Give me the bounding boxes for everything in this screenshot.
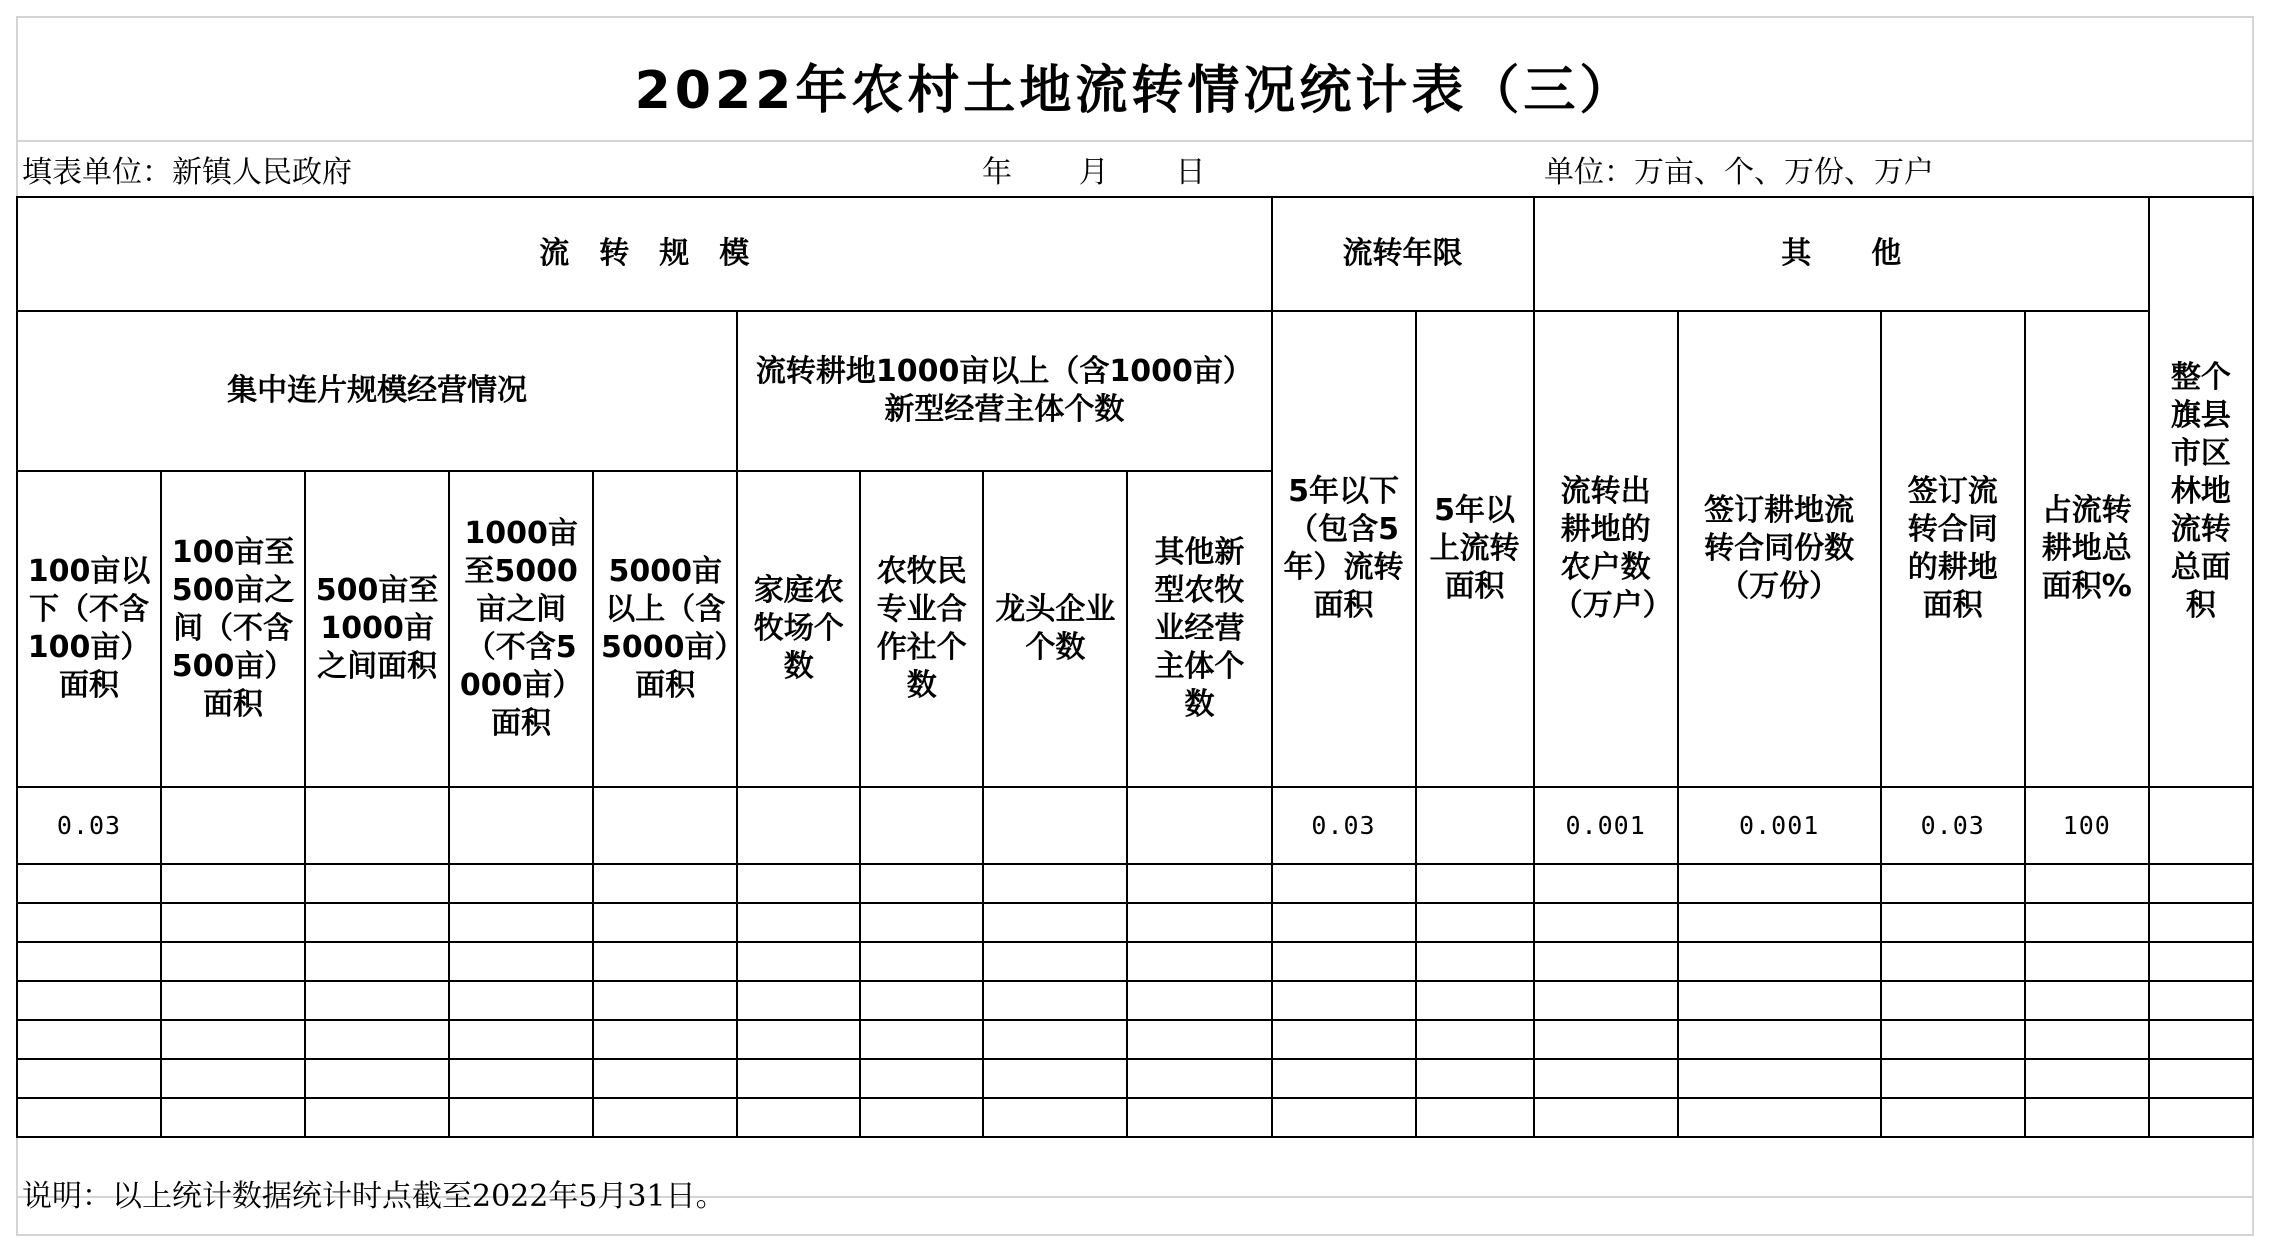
table-cell[interactable] [1678,1059,1881,1098]
table-cell[interactable] [161,787,305,864]
table-cell[interactable] [860,981,983,1020]
table-cell[interactable] [449,981,593,1020]
header-col-7[interactable]: 农牧民专业合作社个数 [860,471,983,787]
table-cell[interactable] [449,1098,593,1137]
table-cell[interactable] [17,864,161,903]
table-cell[interactable] [1272,864,1416,903]
header-col-8[interactable]: 龙头企业个数 [983,471,1127,787]
table-cell[interactable] [860,1098,983,1137]
header-col-11[interactable]: 5年以上流转面积 [1416,311,1534,787]
table-cell[interactable] [1127,787,1271,864]
table-cell[interactable] [449,787,593,864]
table-cell[interactable] [860,864,983,903]
table-cell[interactable]: 0.03 [1272,787,1416,864]
table-cell[interactable] [593,981,737,1020]
header-col-15[interactable]: 占流转耕地总面积% [2025,311,2149,787]
table-cell[interactable] [2025,903,2149,942]
table-cell[interactable] [983,1059,1127,1098]
table-cell[interactable]: 0.001 [1678,787,1881,864]
table-cell[interactable] [17,903,161,942]
header-scale[interactable]: 流转规模 [17,197,1272,311]
table-cell[interactable] [305,864,449,903]
table-cell[interactable] [1534,1098,1678,1137]
header-col-1[interactable]: 100亩以下（不含100亩）面积 [17,471,161,787]
table-cell[interactable] [1127,1059,1271,1098]
table-cell[interactable] [1272,1059,1416,1098]
table-cell[interactable] [305,942,449,981]
page-title: 2022年农村土地流转情况统计表（三） [634,60,1636,121]
table-cell[interactable] [1881,981,2025,1020]
table-cell[interactable] [2025,981,2149,1020]
table-cell[interactable] [1127,1098,1271,1137]
table-cell[interactable] [1416,1098,1534,1137]
header-col-9[interactable]: 其他新型农牧业经营主体个数 [1127,471,1271,787]
table-cell[interactable]: 100 [2025,787,2149,864]
table-cell[interactable] [2149,1059,2253,1098]
table-cell[interactable] [1881,903,2025,942]
table-row [17,1059,2253,1098]
table-cell[interactable] [2149,942,2253,981]
table-cell[interactable] [860,903,983,942]
table-cell[interactable] [737,1098,860,1137]
table-cell[interactable] [305,1020,449,1059]
reporting-unit: 填表单位：新镇人民政府 [22,155,352,190]
table-cell[interactable] [161,903,305,942]
header-col-12[interactable]: 流转出耕地的农户数（万户） [1534,311,1678,787]
table-cell[interactable] [737,864,860,903]
table-cell[interactable] [17,1059,161,1098]
table-row [17,1020,2253,1059]
table-cell[interactable] [449,942,593,981]
table-cell[interactable]: 0.03 [1881,787,2025,864]
table-cell[interactable] [449,1059,593,1098]
table-cell[interactable] [17,981,161,1020]
header-row-1 [17,197,2253,311]
table-cell[interactable] [1881,864,2025,903]
table-cell[interactable] [1272,981,1416,1020]
header-col-6[interactable]: 家庭农牧场个数 [737,471,860,787]
table-cell[interactable] [1272,903,1416,942]
footnote: 说明：以上统计数据统计时点截至2022年5月31日。 [22,1179,726,1214]
table-cell[interactable] [1881,1059,2025,1098]
table-row [17,981,2253,1020]
table-cell[interactable] [1678,1098,1881,1137]
table-cell[interactable] [1881,1098,2025,1137]
table-cell[interactable] [1534,1020,1678,1059]
table-cell[interactable] [737,787,860,864]
table-cell[interactable] [161,1020,305,1059]
table-cell[interactable] [161,1059,305,1098]
table-cell[interactable] [1534,864,1678,903]
table-cell[interactable] [1416,1059,1534,1098]
table-cell[interactable] [17,1020,161,1059]
table-cell[interactable] [737,1020,860,1059]
table-cell[interactable] [860,787,983,864]
table-cell[interactable] [1534,942,1678,981]
table-cell[interactable] [1678,864,1881,903]
table-cell[interactable] [449,1020,593,1059]
header-row-2 [17,311,2253,471]
header-col-2[interactable]: 100亩至500亩之间（不含500亩）面积 [161,471,305,787]
table-cell[interactable] [860,1059,983,1098]
table-cell[interactable] [1272,942,1416,981]
table-cell[interactable] [2149,903,2253,942]
table-cell[interactable]: 0.03 [17,787,161,864]
table-cell[interactable] [1678,942,1881,981]
table-cell[interactable] [161,1098,305,1137]
table-cell[interactable] [737,981,860,1020]
table-cell[interactable] [1534,903,1678,942]
table-cell[interactable] [305,1098,449,1137]
table-cell[interactable] [593,903,737,942]
header-concentrated[interactable]: 集中连片规模经营情况 [17,311,737,471]
table-cell[interactable] [1534,981,1678,1020]
table-cell[interactable] [2025,1098,2149,1137]
table-cell[interactable] [1416,787,1534,864]
table-cell[interactable] [1127,981,1271,1020]
table-cell[interactable] [1678,903,1881,942]
header-col-3[interactable]: 500亩至1000亩之间面积 [305,471,449,787]
table-cell[interactable] [2149,787,2253,864]
table-row [17,1098,2253,1137]
table-cell[interactable] [161,942,305,981]
table-cell[interactable] [2025,942,2149,981]
table-cell[interactable] [737,1059,860,1098]
table-cell[interactable] [305,787,449,864]
header-col-4[interactable]: 1000亩至5000亩之间（不含5000亩）面积 [449,471,593,787]
table-cell[interactable] [1127,864,1271,903]
header-col-10[interactable]: 5年以下（包含5年）流转面积 [1272,311,1416,787]
table-cell[interactable]: 0.001 [1534,787,1678,864]
table-cell[interactable] [161,864,305,903]
table-cell[interactable] [1127,903,1271,942]
table-cell[interactable] [2025,1020,2149,1059]
header-whole-forest-area[interactable]: 整个旗县市区林地流转总面积 [2149,197,2253,787]
table-cell[interactable] [161,981,305,1020]
table-cell[interactable] [593,1059,737,1098]
table-cell[interactable] [593,864,737,903]
table-cell[interactable] [593,1020,737,1059]
table-cell[interactable] [737,942,860,981]
data-row [17,787,2253,864]
table-cell[interactable] [1416,864,1534,903]
table-cell[interactable] [449,864,593,903]
table-cell[interactable] [17,1098,161,1137]
table-row [17,864,2253,903]
table-cell[interactable] [17,942,161,981]
table-cell[interactable] [2149,981,2253,1020]
table-row [17,942,2253,981]
table-cell[interactable] [983,1020,1127,1059]
table-cell[interactable] [983,903,1127,942]
table-cell[interactable] [983,981,1127,1020]
table-cell[interactable] [2149,1020,2253,1059]
table-cell[interactable] [593,1098,737,1137]
table-cell[interactable] [449,903,593,942]
table-cell[interactable] [2025,864,2149,903]
units-label: 单位：万亩、个、万份、万户 [1544,155,1934,190]
table-cell[interactable] [983,1098,1127,1137]
table-cell[interactable] [860,1020,983,1059]
table-cell[interactable] [983,787,1127,864]
title-divider [16,140,2254,142]
table-cell[interactable] [1272,1020,1416,1059]
table-cell[interactable] [305,1059,449,1098]
table-cell[interactable] [1416,942,1534,981]
table-cell[interactable] [2149,1098,2253,1137]
table-cell[interactable] [860,942,983,981]
table-cell[interactable] [983,864,1127,903]
table-cell[interactable] [1127,1020,1271,1059]
date-line: 年 月 日 [982,155,1206,190]
table-cell[interactable] [1678,1020,1881,1059]
table-cell[interactable] [983,942,1127,981]
table-cell[interactable] [2149,864,2253,903]
table-cell[interactable] [1416,981,1534,1020]
table-cell[interactable] [1416,1020,1534,1059]
table-cell[interactable] [1678,981,1881,1020]
table-cell[interactable] [305,903,449,942]
table-cell[interactable] [593,787,737,864]
table-cell[interactable] [1272,1098,1416,1137]
table-cell[interactable] [1534,1059,1678,1098]
table-cell[interactable] [1881,942,2025,981]
header-col-13[interactable]: 签订耕地流转合同份数（万份） [1678,311,1881,787]
header-col-14[interactable]: 签订流转合同的耕地面积 [1881,311,2025,787]
header-other[interactable]: 其他 [1534,197,2149,311]
table-row [17,903,2253,942]
statistics-table [16,196,2254,1138]
table-cell[interactable] [737,903,860,942]
table-cell[interactable] [1416,903,1534,942]
table-cell[interactable] [593,942,737,981]
table-cell[interactable] [305,981,449,1020]
header-new-entities[interactable]: 流转耕地1000亩以上（含1000亩）新型经营主体个数 [737,311,1271,471]
header-term[interactable]: 流转年限 [1272,197,1534,311]
table-cell[interactable] [1881,1020,2025,1059]
table-cell[interactable] [1127,942,1271,981]
table-cell[interactable] [2025,1059,2149,1098]
header-col-5[interactable]: 5000亩以上（含5000亩）面积 [593,471,737,787]
